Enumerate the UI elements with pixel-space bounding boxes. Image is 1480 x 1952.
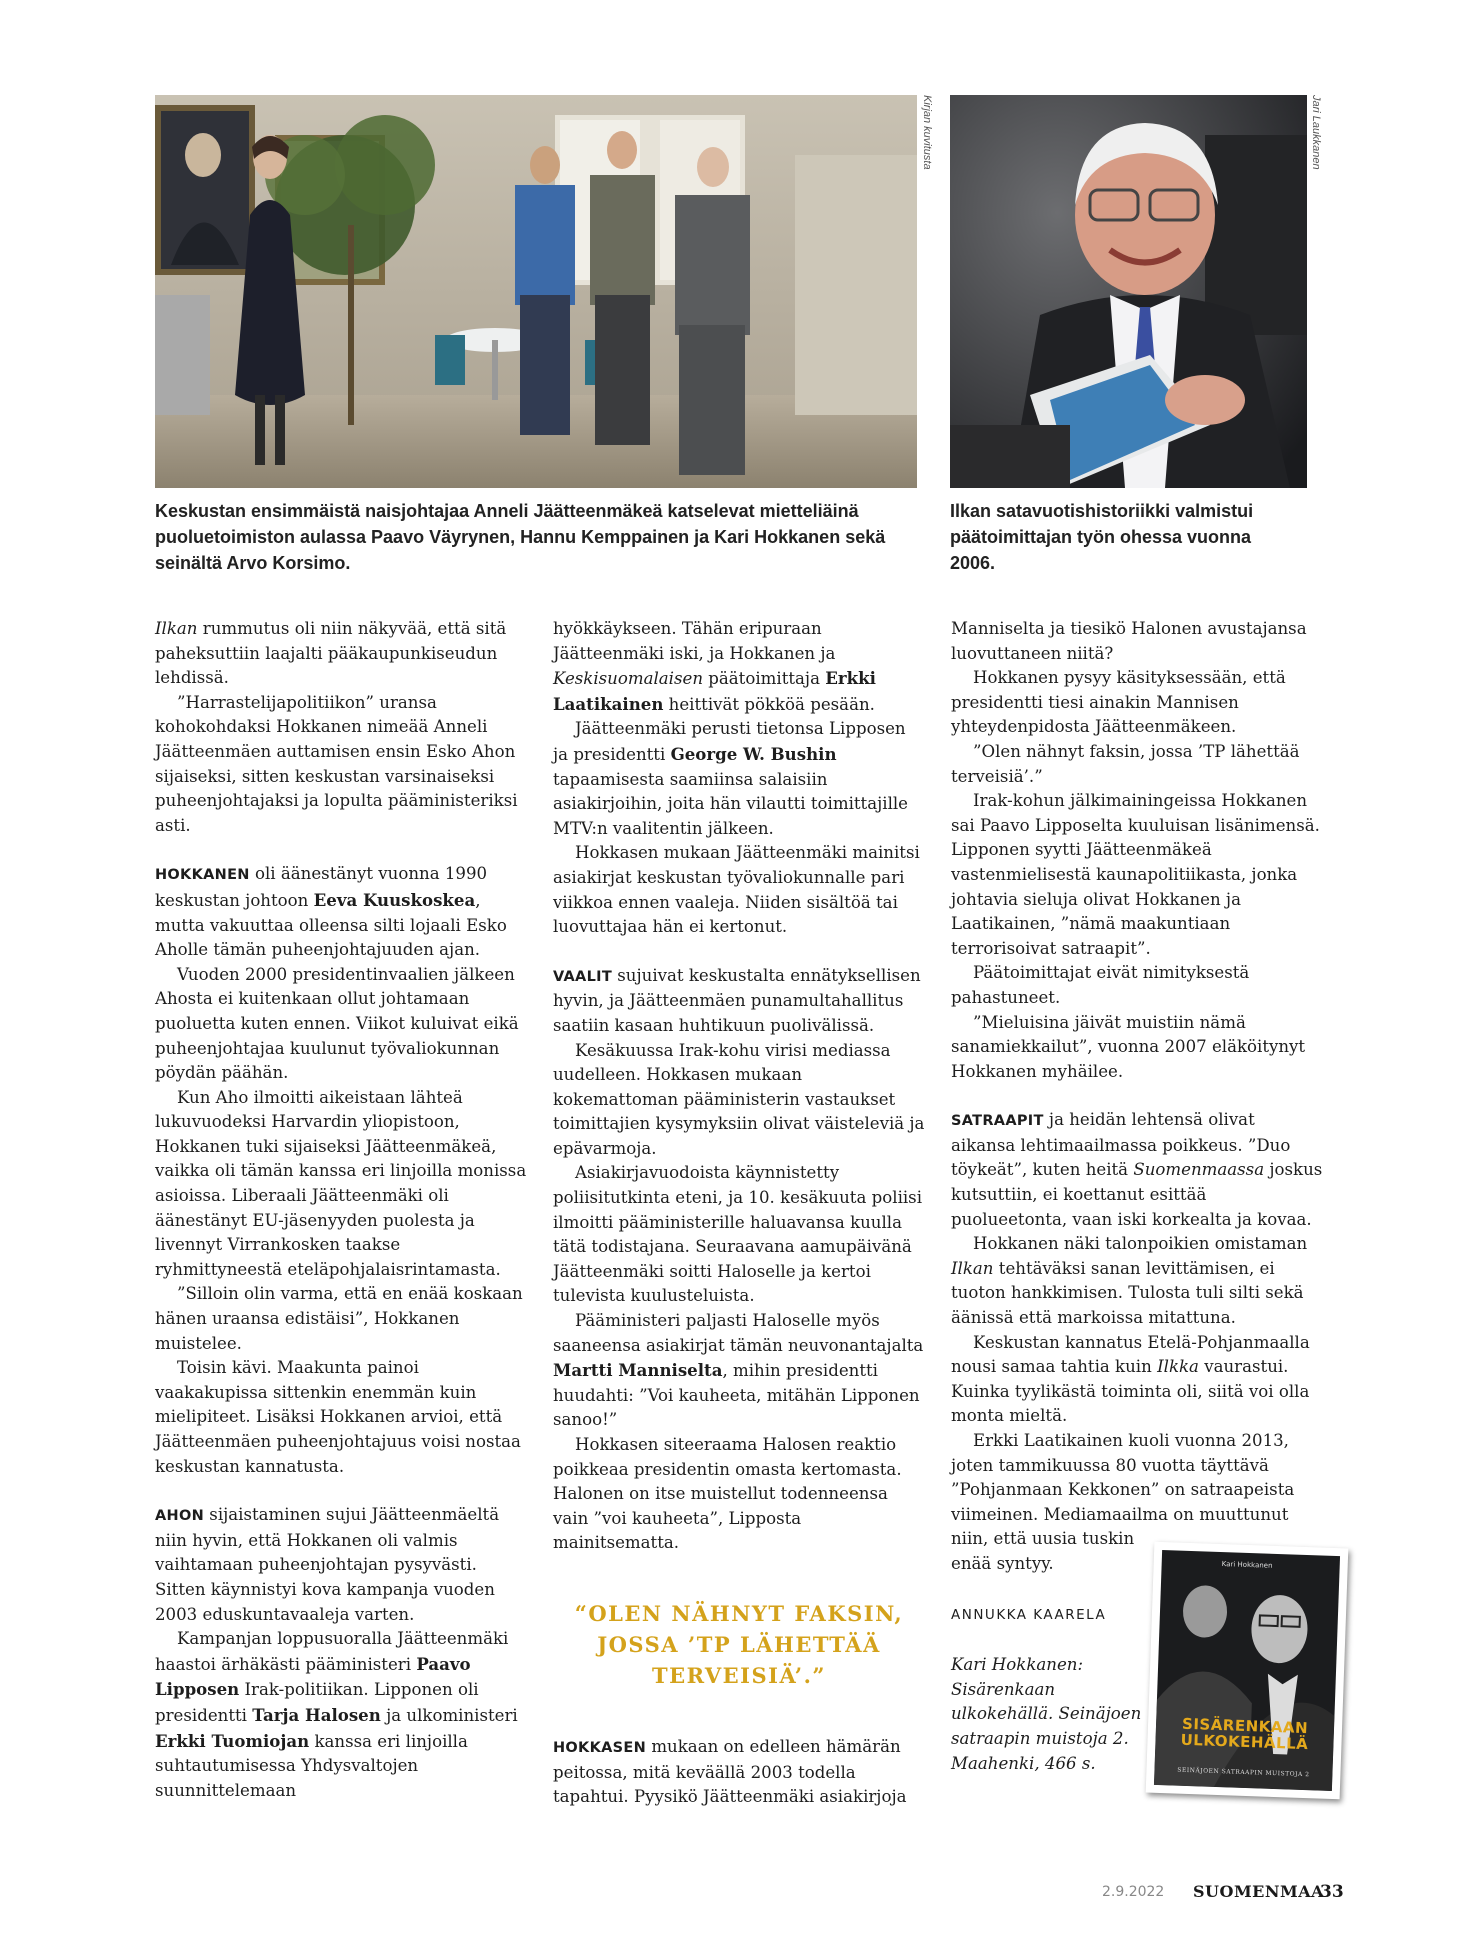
byline: ANNUKKA KAARELA [951,1606,1107,1623]
photo-portrait [950,95,1307,488]
section-lead-paragraph: SATRAAPIT ja heidän lehtensä olivat aikansa lehtimaailmassa poikkeus. ”Duo töykeät”, kuten heitä Suomenmaassa joskus kutsuttiin, ei koettanut esittää puolueetonta, vaan iski korkealta ja kovaa. [951,1110,1323,1229]
paragraph: hyökkäykseen. Tähän eripuraan Jäätteenmäki iski, ja Hokkanen ja Keskisuomalaisen päätoimittaja Erkki Laatikainen heittivät pökköä pesään. [553,619,876,714]
page-number: 33 [1320,1882,1344,1902]
paragraph: Hokkasen mukaan Jäätteenmäki mainitsi asiakirjat keskustan työvaliokunnalle pari viikkoa ennen vaaleja. Niiden sisältöä tai luovuttajaa hän ei kertonut. [553,843,920,937]
paragraph: Kampanjan loppusuoralla Jäätteenmäki haastoi ärhäkästi pääministeri Paavo Lipposen Irak-politiikan. Lipponen oli presidentti Tarja Halosen ja ulkoministeri Erkki Tuomiojan kanssa eri linjoilla suhtautumisessa Yhdysvaltojen suunnittelemaan [155,1629,518,1800]
photo-credit-right: Jari Laukkanen [1310,95,1322,170]
book-subtitle: SEINÄJOEN SATRAAPIN MUISTOJA 2 [1177,1766,1310,1779]
article-column-2 [553,617,925,1810]
paragraph: ”Harrastelijapolitiikon” uransa kohokohdaksi Hokkanen nimeää Anneli Jäätteenmäen auttamisen ensin Esko Ahon sijaiseksi, sitten keskustan varsinaiseksi puheenjohtajaksi ja lopulta pääministeriksi asti. [155,692,518,835]
pull-quote: “OLEN NÄHNYT FAKSIN, JOSSA ’TP LÄHETTÄÄ TERVEISIÄ’.” [574,1600,904,1688]
paragraph: Keskustan kannatus Etelä-Pohjanmaalla nousi samaa tahtia kuin Ilkka vaurastui. Kuinka tyylikästä toiminta oli, siitä voi olla monta mieltä. [951,1332,1310,1426]
section-lead-paragraph: HOKKASEN mukaan on edelleen hämärän peitossa, mitä keväällä 2003 todella tapahtui. Pyysikö Jäätteenmäki asiakirjoja [553,1736,907,1807]
photo-caption-left: Keskustan ensimmäistä naisjohtajaa Anneli Jäätteenmäkeä katselevat mietteliäinä puoluetoimiston aulassa Paavo Väyrynen, Hannu Kemppainen ja Kari Hokkanen sekä seinältä Arvo Korsimo. [155,501,886,573]
photo-lobby-illustration [155,95,917,488]
paragraph: Jäätteenmäki perusti tietonsa Lipposen ja presidentti George W. Bushin tapaamisesta saamiinsa salaisiin asiakirjoihin, joita hän vilautti toimittajille MTV:n vaalitentin jälkeen. [553,719,909,838]
paragraph: Asiakirjavuodoista käynnistetty poliisitutkinta eteni, ja 10. kesäkuuta poliisi ilmoitti pääministerille haluavansa kuulla tätä todistajana. Seuraavana aamupäivänä Jäätteenmäki soitti Haloselle ja kertoi tulevista kuulusteluista. [553,1163,923,1306]
paragraph: Päätoimittajat eivät nimityksestä pahastuneet. [951,963,1250,1007]
photo-caption-right: Ilkan satavuotishistoriikki valmistui päätoimittajan työn ohessa vuonna 2006. [950,501,1254,573]
paragraph: Toisin kävi. Maakunta painoi vaakakupissa sittenkin enemmän kuin mielipiteet. Lisäksi Hokkanen arvioi, että Jäätteenmäen puheenjohtajuus voisi nostaa keskustan kannatusta. [155,1358,521,1476]
book-cover-art [1154,1550,1340,1791]
photo-lobby [155,95,917,488]
paragraph: Ilkan rummutus oli niin näkyvää, että sitä paheksuttiin laajalti pääkaupunkiseudun lehdissä. [155,619,507,688]
book-info: Kari Hokkanen: Sisärenkaan ulkokehällä. Seinäjoen satraapin muistoja 2. Maahenki, 466 s. [951,1655,1142,1773]
section-lead-paragraph: AHON sijaistaminen sujui Jäätteenmäeltä niin hyvin, että Hokkanen oli valmis vaihtamaan puheenjohtajan pysyvästi. Sitten käynnistyi kova kampanja vuoden 2003 eduskuntavaaleja varten. [155,1505,500,1624]
paragraph: ”Mieluisina jäivät muistiin nämä sanamiekkailut”, vuonna 2007 eläköitynyt Hokkanen myhäilee. [951,1012,1306,1081]
footer-date: 2.9.2022 [1102,1884,1165,1900]
paragraph: ”Silloin olin varma, että en enää koskaan hänen uraansa edistäisi”, Hokkanen muistelee. [155,1284,523,1353]
paragraph: Hokkasen siteeraama Halosen reaktio poikkeaa presidentin omasta kertomasta. Halonen on itse muistellut todenneensa vain ”voi kauheeta”, Lipposta mainitsematta. [553,1435,902,1553]
paragraph: Erkki Laatikainen kuoli vuonna 2013, joten tammikuussa 80 vuotta täyttävä ”Pohjanmaan Kekkonen” on satraapeista viimeinen. Mediamaailma on muuttunut niin, että uusia tuskin enää syntyy. [951,1431,1295,1573]
book-title: SISÄRENKAAN ULKOKEHÄLLÄ [1180,1714,1309,1754]
paragraph: Manniselta ja tiesikö Halonen avustajansa luovuttaneen niitä? [951,619,1307,663]
paragraph: Vuoden 2000 presidentinvaalien jälkeen Ahosta ei kuitenkaan ollut johtamaan puoluetta kuten ennen. Viikot kuluivat eikä puheenjohtajaa kuulunut työvaliokunnan pöydän päähän. [155,964,519,1083]
book-cover-photo [1154,1550,1340,1791]
book-cover [1146,1542,1349,1800]
paragraph: Kesäkuussa Irak-kohu virisi mediassa uudelleen. Hokkasen mukaan kokemattoman pääministerin vastaukset toimittajien kysymyksiin olivat väisteleviä ja epävarmoja. [553,1040,925,1158]
article-column-1 [155,617,527,1803]
photo-portrait-illustration [950,95,1307,488]
paragraph: Hokkanen pysyy käsityksessään, että presidentti tiesi ainakin Mannisen yhteydenpidosta Jäätteenmäkeen. [951,668,1286,737]
footer-magazine: SUOMENMAA [1193,1882,1325,1901]
paragraph: Hokkanen näki talonpoikien omistaman Ilkan tehtäväksi sanan levittämisen, ei tuoton hankkimisen. Tulosta tuli silti sekä äänissä että markoissa mitattuna. [951,1234,1308,1328]
paragraph: Pääministeri paljasti Haloselle myös saaneensa asiakirjat tämän neuvonantajalta Martti Manniselta, mihin presidentti huudahti: ”Voi kauheeta, mitähän Lipponen sanoo!” [553,1311,924,1430]
paragraph: ”Olen nähnyt faksin, jossa ’TP lähettää terveisiä’.” [951,741,1300,786]
section-lead-paragraph: VAALIT sujuivat keskustalta ennätyksellisen hyvin, ja Jäätteenmäen punamultahallitus saatiin kasaan huhtikuun puolivälissä. [553,965,921,1035]
section-lead-paragraph: HOKKANEN oli äänestänyt vuonna 1990 keskustan johtoon Eeva Kuuskoskea, mutta vakuuttaa olleensa silti lojaali Esko Aholle tämän puheenjohtajuuden ajan. [155,864,507,960]
paragraph: Kun Aho ilmoitti aikeistaan lähteä lukuvuodeksi Harvardin yliopistoon, Hokkanen tuki sijaiseksi Jäätteenmäkeä, vaikka oli tämän kanssa eri linjoilla monissa asioissa. Liberaali Jäätteenmäki oli äänestänyt EU-jäsenyyden puolesta ja livennyt Virrankosken taakse ryhmittyneestä eteläpohjalaisrintamasta. [155,1087,527,1279]
book-author: Kari Hokkanen [1221,1560,1273,1570]
paragraph: Irak-kohun jälkimainingeissa Hokkanen sai Paavo Lipposelta kuuluisan lisänimensä. Lipponen syytti Jäätteenmäkeä vastenmielisestä kaunapolitiikasta, jonka johtavia sieluja olivat Hokkanen ja Laatikainen, ”nämä maakuntiaan terrorisoivat satraapit”. [951,791,1320,958]
photo-credit-left: Kirjan kuvitusta [921,95,933,170]
